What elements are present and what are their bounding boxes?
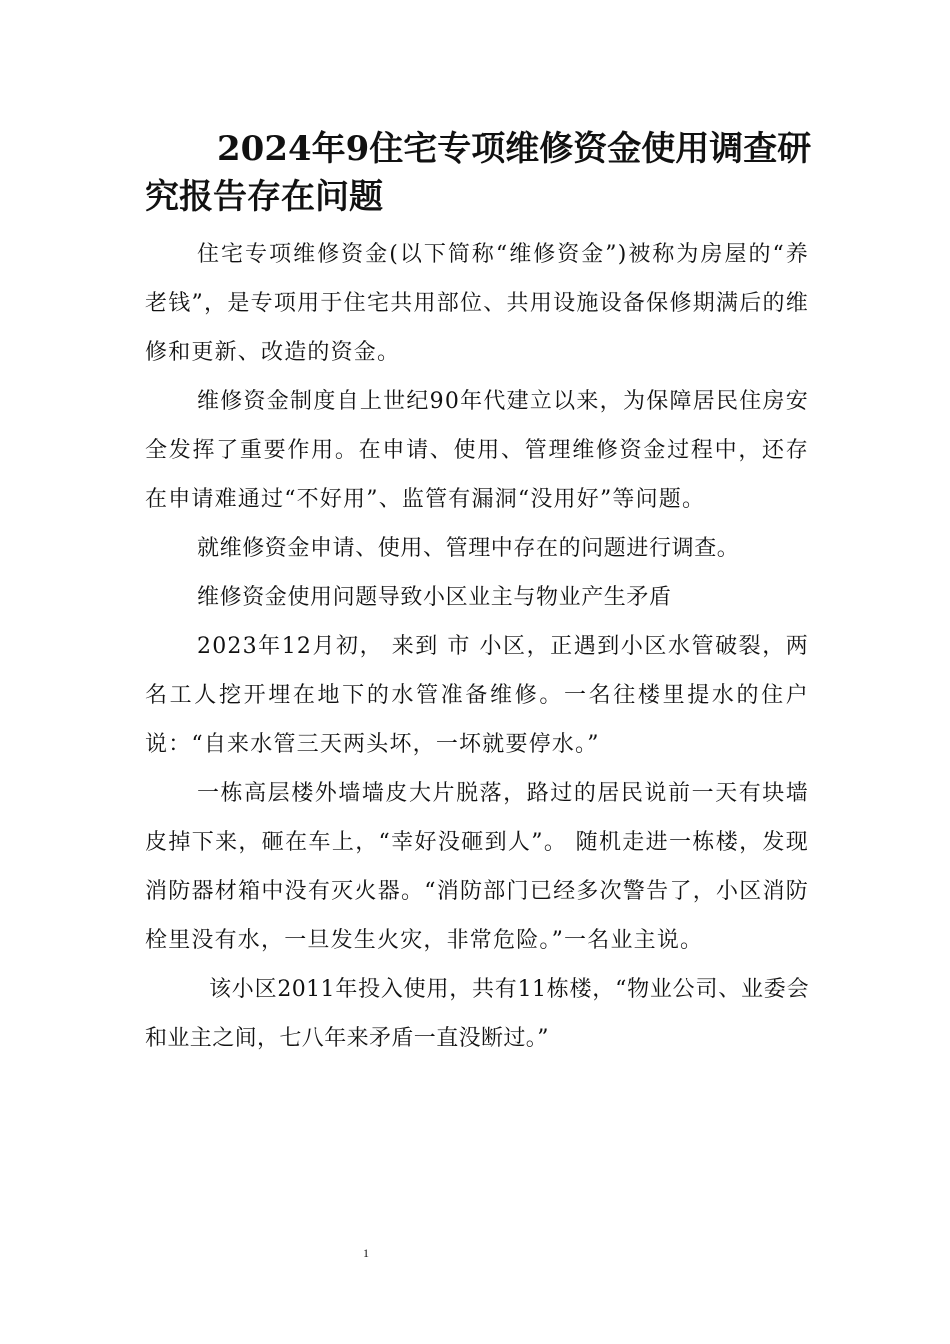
paragraph-1: 住宅专项维修资金(以下简称“维修资金”)被称为房屋的“养老钱”，是专项用于住宅共用部位、共用设施设备保修期满后的维修和更新、改造的资金。: [145, 242, 809, 365]
document-body: [145, 230, 809, 1063]
page-number: 1: [363, 1246, 369, 1260]
document-title: 2024年9住宅专项维修资金使用调查研究报告存在问题: [145, 129, 812, 217]
paragraph-3: 就维修资金申请、使用、管理中存在的问题进行调查。: [197, 536, 740, 561]
section-heading: 维修资金使用问题导致小区业主与物业产生矛盾: [197, 585, 672, 610]
paragraph-5: 一栋高层楼外墙墙皮大片脱落，路过的居民说前一天有块墙皮掉下来，砸在车上，“幸好没砸到人”。 随机走进一栋楼，发现消防器材箱中没有灭火器。“消防部门已经多次警告了，小区消防栓里没有水，一旦发生火灾，非常危险。”一名业主说。: [145, 781, 809, 953]
paragraph-4: 2023年12月初， 来到 市 小区，正遇到小区水管破裂，两名工人挖开埋在地下的水管准备维修。一名往楼里提水的住户说：“自来水管三天两头坏，一坏就要停水。”: [145, 634, 809, 757]
paragraph-6: 该小区2011年投入使用，共有11栋楼，“物业公司、业委会和业主之间，七八年来矛盾一直没断过。”: [145, 977, 809, 1051]
paragraph-2: 维修资金制度自上世纪90年代建立以来，为保障居民住房安全发挥了重要作用。在申请、使用、管理维修资金过程中，还存在申请难通过“不好用”、监管有漏洞“没用好”等问题。: [145, 389, 809, 512]
